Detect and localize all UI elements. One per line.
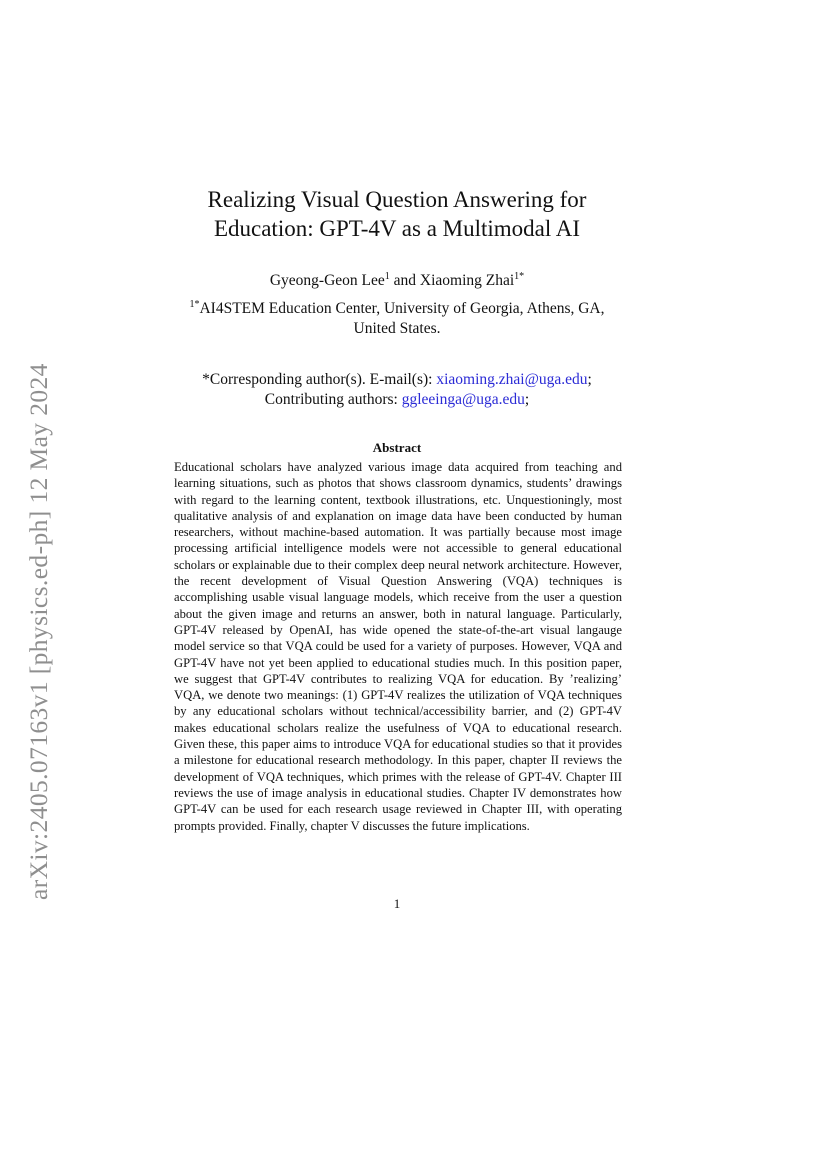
affiliation-line-1: AI4STEM Education Center, University of Georgia, Athens, GA, bbox=[199, 300, 605, 317]
author-connector: and bbox=[389, 272, 420, 289]
contributing-suffix: ; bbox=[524, 391, 530, 408]
author-2-affiliation-mark: 1* bbox=[514, 271, 525, 282]
page-number: 1 bbox=[393, 896, 401, 911]
abstract-heading: Abstract bbox=[372, 440, 422, 455]
arxiv-identifier-stamp bbox=[16, 322, 60, 900]
corresponding-label: *Corresponding author(s). E-mail(s): bbox=[202, 371, 437, 388]
contributing-label: Contributing authors: bbox=[264, 391, 402, 408]
affiliation-mark: 1* bbox=[189, 299, 200, 310]
corresponding-email-link[interactable]: xiaoming.zhai@uga.edu bbox=[436, 371, 588, 388]
paper-title bbox=[174, 185, 620, 243]
affiliation bbox=[174, 299, 620, 339]
author-1-name: Gyeong-Geon Lee bbox=[269, 272, 385, 289]
abstract-body: Educational scholars have analyzed various image data acquired from teaching and learning situations, such as photos that shows classroom dynamics, students’ drawings with regard to the learning content, textbook illustrations, etc. Unquestioningly, most qualitative analysis of and explanation on image data have been conducted by human researchers, without machine-based automation. It was partially because most image processing artificial intelligence models were not accessible to general educational scholars or explainable due to their complex deep neural network architecture. However, the recent development of Visual Question Answering (VQA) techniques is accomplishing usable visual language models, which receive from the user a question about the given image and returns an answer, both in natural language. Particularly, GPT-4V released by OpenAI, has wide opened the state-of-the-art visual langauge model service so that VQA could be used for a variety of purposes. However, VQA and GPT-4V have not yet been applied to educational studies much. In this position paper, we suggest that GPT-4V contributes to realizing VQA for education. By ’realizing’ VQA, we denote two meanings: (1) GPT-4V realizes the utilization of VQA techniques by any educational scholars without technical/accessibility barrier, and (2) GPT-4V makes educational scholars realize the usefulness of VQA to educational research. Given these, this paper aims to introduce VQA for educational studies so that it provides a milestone for educational research methodology. In this paper, chapter II reviews the development of VQA techniques, which primes with the release of GPT-4V. Chapter III reviews the use of image analysis in educational studies. Chapter IV demonstrates how GPT-4V can be used for each research usage reviewed in Chapter III, with operating prompts provided. Finally, chapter V discusses the future implications. bbox=[174, 460, 622, 833]
title-line-1: Realizing Visual Question Answering for bbox=[207, 187, 587, 212]
corresponding-suffix: ; bbox=[587, 371, 592, 388]
affiliation-line-2: United States. bbox=[353, 320, 441, 337]
arxiv-id-text: arXiv:2405.07163v1 [physics.ed-ph] 12 May 2024 bbox=[24, 363, 53, 900]
author-1-affiliation-mark: 1 bbox=[384, 271, 390, 282]
contributing-email-link[interactable]: ggleeinga@uga.edu bbox=[401, 391, 525, 408]
author-2-name: Xiaoming Zhai bbox=[419, 272, 515, 289]
title-line-2: Education: GPT-4V as a Multimodal AI bbox=[213, 216, 581, 241]
author-list bbox=[174, 271, 620, 291]
correspondence-block bbox=[174, 370, 620, 410]
